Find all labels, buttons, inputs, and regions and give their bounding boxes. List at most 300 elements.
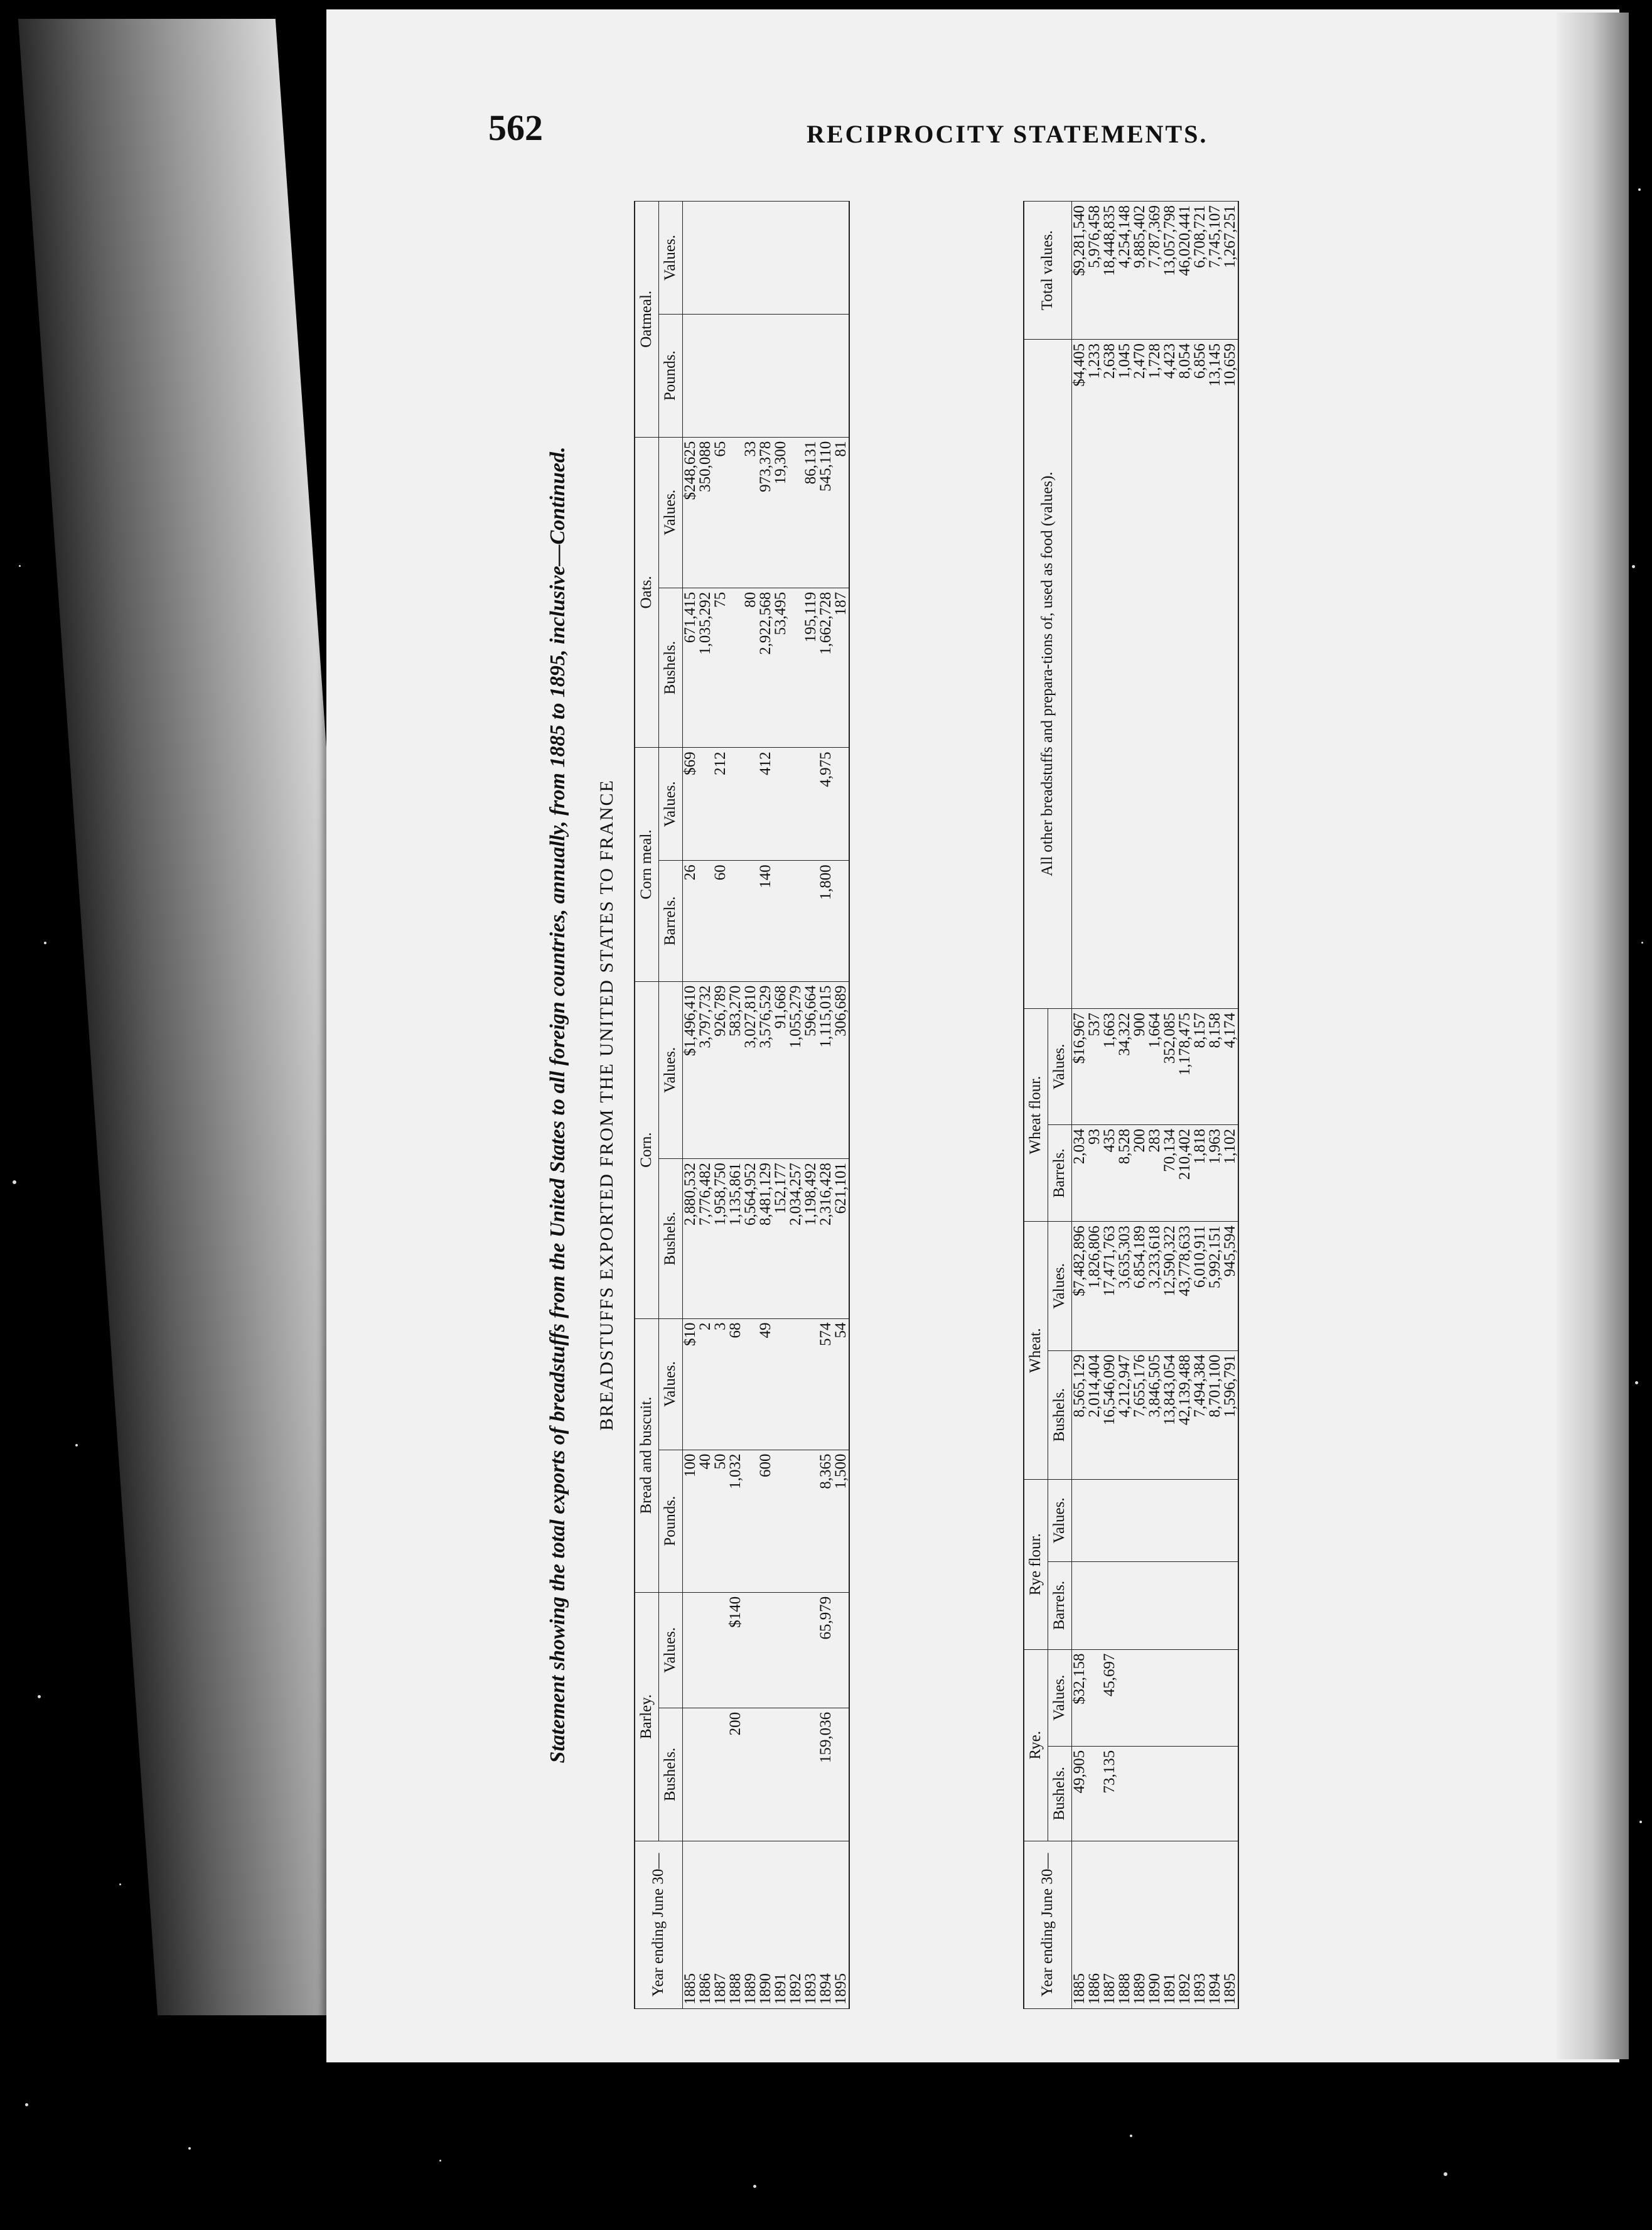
value-cell: 9,885,402 xyxy=(1132,202,1147,340)
value-cell xyxy=(698,1708,713,1841)
value-cell xyxy=(788,1592,803,1708)
value-cell: 6,564,952 xyxy=(743,1159,758,1318)
year-cell: 1892 xyxy=(788,1841,803,2009)
value-cell: 159,036 xyxy=(818,1708,834,1841)
value-cell: 13,057,798 xyxy=(1162,202,1177,340)
table-title: Statement showing the total exports of breadstuffs from the United States to all foreign countries, annually, from 1885 to 1895, inclusive—Continued. xyxy=(546,446,569,1764)
value-cell xyxy=(728,314,743,437)
value-cell: 152,177 xyxy=(773,1159,788,1318)
speck xyxy=(44,942,46,944)
table-1-column-header-row xyxy=(658,202,682,2009)
table-row xyxy=(773,202,788,2009)
table-row xyxy=(713,202,728,2009)
value-cell xyxy=(1223,1649,1238,1746)
value-cell xyxy=(818,314,834,437)
table-row xyxy=(1087,202,1102,2009)
value-cell xyxy=(1208,1649,1223,1746)
value-cell xyxy=(834,1708,849,1841)
year-cell: 1890 xyxy=(758,1841,773,2009)
column-header: Values. xyxy=(658,202,682,315)
value-cell: 7,745,107 xyxy=(1208,202,1223,340)
table-row xyxy=(1071,202,1087,2009)
page-gutter xyxy=(1557,13,1629,2059)
value-cell xyxy=(803,1318,818,1450)
value-cell xyxy=(1132,1479,1147,1561)
value-cell: 435 xyxy=(1102,1125,1117,1222)
value-cell: 8,157 xyxy=(1193,1009,1208,1125)
column-header: Barrels. xyxy=(1048,1561,1071,1649)
year-cell: 1888 xyxy=(1117,1841,1132,2009)
value-cell: $4,405 xyxy=(1071,340,1087,1009)
value-cell: 3,846,505 xyxy=(1147,1350,1162,1479)
value-cell: 212 xyxy=(713,748,728,861)
value-cell xyxy=(773,202,788,315)
value-cell: 17,471,763 xyxy=(1102,1222,1117,1350)
value-cell: $248,625 xyxy=(682,437,698,588)
year-cell: 1891 xyxy=(773,1841,788,2009)
value-cell: 283 xyxy=(1147,1125,1162,1222)
value-cell: 100 xyxy=(682,1450,698,1592)
value-cell: 8,565,129 xyxy=(1071,1350,1087,1479)
column-header: Bushels. xyxy=(658,1708,682,1841)
value-cell xyxy=(1102,1479,1117,1561)
value-cell xyxy=(803,748,818,861)
value-cell: 93 xyxy=(1087,1125,1102,1222)
value-cell: $10 xyxy=(682,1318,698,1450)
value-cell xyxy=(1147,1561,1162,1649)
value-cell: 2,034,257 xyxy=(788,1159,803,1318)
table-row xyxy=(728,202,743,2009)
year-cell: 1893 xyxy=(803,1841,818,2009)
speck xyxy=(1444,2172,1447,2176)
value-cell: 2 xyxy=(698,1318,713,1450)
speck xyxy=(439,2160,441,2162)
value-cell xyxy=(743,1592,758,1708)
value-cell xyxy=(834,1592,849,1708)
value-cell: 3,576,529 xyxy=(758,981,773,1159)
value-cell: 5,976,458 xyxy=(1087,202,1102,340)
value-cell: 19,300 xyxy=(773,437,788,588)
value-cell xyxy=(1177,1561,1193,1649)
value-cell xyxy=(682,202,698,315)
column-header: Values. xyxy=(658,1318,682,1450)
value-cell: 1,198,492 xyxy=(803,1159,818,1318)
table-row xyxy=(1208,202,1223,2009)
table-row xyxy=(1117,202,1132,2009)
speck xyxy=(1639,1821,1642,1823)
year-cell: 1885 xyxy=(682,1841,698,2009)
value-cell: 1,102 xyxy=(1223,1125,1238,1222)
value-cell xyxy=(803,861,818,981)
value-cell xyxy=(1117,1479,1132,1561)
table-row xyxy=(1162,202,1177,2009)
column-header: Barrels. xyxy=(1048,1125,1071,1222)
table-1-body xyxy=(682,202,849,2009)
value-cell xyxy=(682,314,698,437)
value-cell: 1,800 xyxy=(818,861,834,981)
year-cell: 1886 xyxy=(1087,1841,1102,2009)
value-cell xyxy=(1117,1746,1132,1841)
running-head: RECIPROCITY STATEMENTS. xyxy=(807,120,1208,148)
value-cell xyxy=(1177,1746,1193,1841)
value-cell xyxy=(1208,1479,1223,1561)
group-header: Corn meal. xyxy=(635,748,658,981)
value-cell: 3,027,810 xyxy=(743,981,758,1159)
value-cell xyxy=(728,202,743,315)
value-cell xyxy=(728,437,743,588)
value-cell xyxy=(1223,1746,1238,1841)
value-cell: 3,233,618 xyxy=(1147,1222,1162,1350)
value-cell: $32,158 xyxy=(1071,1649,1087,1746)
value-cell: 8,528 xyxy=(1117,1125,1132,1222)
value-cell xyxy=(728,748,743,861)
value-cell xyxy=(788,588,803,747)
value-cell xyxy=(1193,1561,1208,1649)
value-cell xyxy=(743,1318,758,1450)
column-header: Bushels. xyxy=(658,1159,682,1318)
value-cell xyxy=(818,202,834,315)
value-cell xyxy=(1177,1479,1193,1561)
value-cell xyxy=(1147,1479,1162,1561)
value-cell: 4,212,947 xyxy=(1117,1350,1132,1479)
value-cell xyxy=(698,314,713,437)
value-cell xyxy=(1132,1561,1147,1649)
value-cell: 2,470 xyxy=(1132,340,1147,1009)
value-cell: 34,322 xyxy=(1117,1009,1132,1125)
value-cell xyxy=(743,314,758,437)
value-cell: 537 xyxy=(1087,1009,1102,1125)
value-cell: 600 xyxy=(758,1450,773,1592)
value-cell: 50 xyxy=(713,1450,728,1592)
column-header: Pounds. xyxy=(658,314,682,437)
value-cell xyxy=(743,748,758,861)
value-cell: 75 xyxy=(713,588,728,747)
year-cell: 1887 xyxy=(1102,1841,1117,2009)
value-cell: 200 xyxy=(728,1708,743,1841)
year-cell: 1891 xyxy=(1162,1841,1177,2009)
value-cell xyxy=(773,861,788,981)
year-cell: 1895 xyxy=(834,1841,849,2009)
speck xyxy=(75,1444,78,1446)
value-cell xyxy=(743,1450,758,1592)
value-cell: 16,546,090 xyxy=(1102,1350,1117,1479)
value-cell: 1,035,292 xyxy=(698,588,713,747)
value-cell: 65 xyxy=(713,437,728,588)
value-cell: 4,975 xyxy=(818,748,834,861)
value-cell: 352,085 xyxy=(1162,1009,1177,1125)
value-cell: 2,034 xyxy=(1071,1125,1087,1222)
value-cell xyxy=(1208,1746,1223,1841)
value-cell xyxy=(713,1592,728,1708)
column-header: Values. xyxy=(1048,1479,1071,1561)
value-cell xyxy=(788,202,803,315)
value-cell xyxy=(1071,1479,1087,1561)
value-cell: 3,635,303 xyxy=(1117,1222,1132,1350)
column-header: Values. xyxy=(1048,1009,1071,1125)
column-header: Values. xyxy=(658,437,682,588)
value-cell: 1,596,791 xyxy=(1223,1350,1238,1479)
value-cell xyxy=(834,861,849,981)
speck xyxy=(1641,942,1643,944)
breadstuffs-table-part-2 xyxy=(1023,201,1239,2009)
speck xyxy=(753,2185,756,2188)
value-cell: 1,135,861 xyxy=(728,1159,743,1318)
value-cell: 187 xyxy=(834,588,849,747)
value-cell: 1,178,475 xyxy=(1177,1009,1193,1125)
value-cell xyxy=(788,437,803,588)
value-cell xyxy=(758,1592,773,1708)
value-cell: 1,826,806 xyxy=(1087,1222,1102,1350)
value-cell: 5,992,151 xyxy=(1208,1222,1223,1350)
value-cell: 1,045 xyxy=(1117,340,1132,1009)
value-cell xyxy=(682,1592,698,1708)
value-cell xyxy=(713,314,728,437)
value-cell xyxy=(758,202,773,315)
year-header: Year ending June 30— xyxy=(635,1841,682,2009)
value-cell: 2,922,568 xyxy=(758,588,773,747)
value-cell: 1,662,728 xyxy=(818,588,834,747)
value-cell: 545,110 xyxy=(818,437,834,588)
column-header: Bushels. xyxy=(658,588,682,747)
value-cell: $69 xyxy=(682,748,698,861)
value-cell: 1,055,279 xyxy=(788,981,803,1159)
group-header: Barley. xyxy=(635,1592,658,1841)
value-cell: 6,010,911 xyxy=(1193,1222,1208,1350)
value-cell: 574 xyxy=(818,1318,834,1450)
value-cell: 33 xyxy=(743,437,758,588)
rotated-table-block xyxy=(546,201,1387,2009)
value-cell xyxy=(1162,1746,1177,1841)
value-cell xyxy=(773,1318,788,1450)
value-cell: 1,728 xyxy=(1147,340,1162,1009)
value-cell: 1,233 xyxy=(1087,340,1102,1009)
speck xyxy=(1635,1381,1638,1384)
year-cell: 1885 xyxy=(1071,1841,1087,2009)
value-cell: 926,789 xyxy=(713,981,728,1159)
value-cell xyxy=(728,588,743,747)
value-cell: $16,967 xyxy=(1071,1009,1087,1125)
speck xyxy=(119,1883,121,1885)
value-cell: 140 xyxy=(758,861,773,981)
year-cell: 1894 xyxy=(1208,1841,1223,2009)
group-header: Oatmeal. xyxy=(635,202,658,438)
value-cell: 945,594 xyxy=(1223,1222,1238,1350)
value-cell: 4,254,148 xyxy=(1117,202,1132,340)
value-cell: 8,054 xyxy=(1177,340,1193,1009)
value-cell: 54 xyxy=(834,1318,849,1450)
value-cell: 1,500 xyxy=(834,1450,849,1592)
value-cell: 973,378 xyxy=(758,437,773,588)
breadstuffs-table-part-1 xyxy=(634,201,850,2009)
value-cell: 1,267,251 xyxy=(1223,202,1238,340)
table-2-group-header-row xyxy=(1024,202,1048,2009)
value-cell: 900 xyxy=(1132,1009,1147,1125)
value-cell xyxy=(803,314,818,437)
value-cell xyxy=(743,861,758,981)
value-cell: 7,494,384 xyxy=(1193,1350,1208,1479)
table-subtitle: BREADSTUFFS EXPORTED FROM THE UNITED STATES TO FRANCE xyxy=(596,779,617,1431)
column-header: Bushels. xyxy=(1048,1746,1071,1841)
other-breadstuffs-header: All other breadstuffs and prepara-tions of, used as food (values). xyxy=(1024,340,1071,1009)
value-cell: 1,818 xyxy=(1193,1125,1208,1222)
value-cell: 1,958,750 xyxy=(713,1159,728,1318)
year-cell: 1895 xyxy=(1223,1841,1238,2009)
value-cell: 195,119 xyxy=(803,588,818,747)
value-cell xyxy=(788,314,803,437)
value-cell: 1,963 xyxy=(1208,1125,1223,1222)
value-cell xyxy=(713,202,728,315)
year-header: Year ending June 30— xyxy=(1024,1841,1071,2009)
value-cell xyxy=(1087,1649,1102,1746)
value-cell xyxy=(1087,1561,1102,1649)
value-cell: 26 xyxy=(682,861,698,981)
year-cell: 1887 xyxy=(713,1841,728,2009)
value-cell xyxy=(1087,1746,1102,1841)
table-row xyxy=(743,202,758,2009)
table-row xyxy=(758,202,773,2009)
table-row xyxy=(834,202,849,2009)
value-cell xyxy=(773,314,788,437)
total-values-header: Total values. xyxy=(1024,202,1071,340)
value-cell xyxy=(698,748,713,861)
column-header: Values. xyxy=(658,981,682,1159)
value-cell xyxy=(698,1592,713,1708)
value-cell: 4,423 xyxy=(1162,340,1177,1009)
column-header: Values. xyxy=(1048,1649,1071,1746)
table-row xyxy=(803,202,818,2009)
value-cell: 3 xyxy=(713,1318,728,1450)
value-cell: 40 xyxy=(698,1450,713,1592)
value-cell xyxy=(1193,1649,1208,1746)
value-cell: 6,708,721 xyxy=(1193,202,1208,340)
value-cell: 81 xyxy=(834,437,849,588)
value-cell xyxy=(773,1450,788,1592)
value-cell xyxy=(743,1708,758,1841)
value-cell xyxy=(1223,1561,1238,1649)
value-cell xyxy=(803,1450,818,1592)
column-header: Values. xyxy=(1048,1222,1071,1350)
value-cell: $9,281,540 xyxy=(1071,202,1087,340)
value-cell xyxy=(1132,1746,1147,1841)
group-header: Corn. xyxy=(635,981,658,1318)
value-cell: 210,402 xyxy=(1177,1125,1193,1222)
value-cell xyxy=(698,861,713,981)
value-cell xyxy=(773,748,788,861)
value-cell: 621,101 xyxy=(834,1159,849,1318)
speck xyxy=(13,1180,16,1184)
value-cell: 2,316,428 xyxy=(818,1159,834,1318)
value-cell xyxy=(788,861,803,981)
year-cell: 1893 xyxy=(1193,1841,1208,2009)
year-cell: 1888 xyxy=(728,1841,743,2009)
value-cell: 2,014,404 xyxy=(1087,1350,1102,1479)
value-cell xyxy=(1132,1649,1147,1746)
group-header: Wheat. xyxy=(1024,1222,1048,1480)
year-cell: 1889 xyxy=(1132,1841,1147,2009)
value-cell xyxy=(788,1318,803,1450)
value-cell xyxy=(728,861,743,981)
value-cell: 7,655,176 xyxy=(1132,1350,1147,1479)
value-cell: 49,905 xyxy=(1071,1746,1087,1841)
value-cell: 73,135 xyxy=(1102,1746,1117,1841)
value-cell: 43,778,633 xyxy=(1177,1222,1193,1350)
value-cell xyxy=(1162,1649,1177,1746)
speck xyxy=(1638,188,1641,191)
value-cell: 6,856 xyxy=(1193,340,1208,1009)
value-cell: 49 xyxy=(758,1318,773,1450)
value-cell: $7,482,896 xyxy=(1071,1222,1087,1350)
value-cell: 4,174 xyxy=(1223,1009,1238,1125)
value-cell xyxy=(834,748,849,861)
speck xyxy=(188,2147,191,2150)
value-cell xyxy=(698,202,713,315)
value-cell xyxy=(1147,1649,1162,1746)
value-cell xyxy=(682,1708,698,1841)
value-cell xyxy=(1117,1561,1132,1649)
value-cell xyxy=(788,1708,803,1841)
value-cell: 200 xyxy=(1132,1125,1147,1222)
value-cell: 8,701,100 xyxy=(1208,1350,1223,1479)
value-cell: 12,590,322 xyxy=(1162,1222,1177,1350)
table-row xyxy=(1193,202,1208,2009)
value-cell xyxy=(788,1450,803,1592)
value-cell: 65,979 xyxy=(818,1592,834,1708)
year-cell: 1894 xyxy=(818,1841,834,2009)
speck xyxy=(1632,565,1635,568)
group-header: Wheat flour. xyxy=(1024,1009,1048,1222)
value-cell: 7,776,482 xyxy=(698,1159,713,1318)
table-row xyxy=(1147,202,1162,2009)
group-header: Rye flour. xyxy=(1024,1479,1048,1649)
year-cell: 1892 xyxy=(1177,1841,1193,2009)
value-cell: 596,664 xyxy=(803,981,818,1159)
value-cell xyxy=(1177,1649,1193,1746)
value-cell xyxy=(1147,1746,1162,1841)
value-cell xyxy=(1102,1561,1117,1649)
table-row xyxy=(788,202,803,2009)
value-cell: 46,020,441 xyxy=(1177,202,1193,340)
value-cell: 306,689 xyxy=(834,981,849,1159)
speck xyxy=(19,565,21,567)
value-cell: $140 xyxy=(728,1592,743,1708)
value-cell xyxy=(1087,1479,1102,1561)
group-header: Oats. xyxy=(635,437,658,748)
column-header: Bushels. xyxy=(1048,1350,1071,1479)
value-cell: 1,032 xyxy=(728,1450,743,1592)
value-cell: 42,139,488 xyxy=(1177,1350,1193,1479)
table-row xyxy=(818,202,834,2009)
value-cell xyxy=(1193,1746,1208,1841)
table-row xyxy=(1132,202,1147,2009)
value-cell: 70,134 xyxy=(1162,1125,1177,1222)
table-row xyxy=(1177,202,1193,2009)
value-cell: 583,270 xyxy=(728,981,743,1159)
value-cell: 53,495 xyxy=(773,588,788,747)
column-header: Values. xyxy=(658,1592,682,1708)
value-cell: 13,145 xyxy=(1208,340,1223,1009)
value-cell: 8,158 xyxy=(1208,1009,1223,1125)
value-cell: 8,481,129 xyxy=(758,1159,773,1318)
speck xyxy=(25,2103,28,2106)
value-cell: 350,088 xyxy=(698,437,713,588)
value-cell: 8,365 xyxy=(818,1450,834,1592)
value-cell xyxy=(803,1708,818,1841)
group-header: Rye. xyxy=(1024,1649,1048,1841)
value-cell xyxy=(834,314,849,437)
value-cell: 1,664 xyxy=(1147,1009,1162,1125)
value-cell xyxy=(1193,1479,1208,1561)
value-cell: 68 xyxy=(728,1318,743,1450)
